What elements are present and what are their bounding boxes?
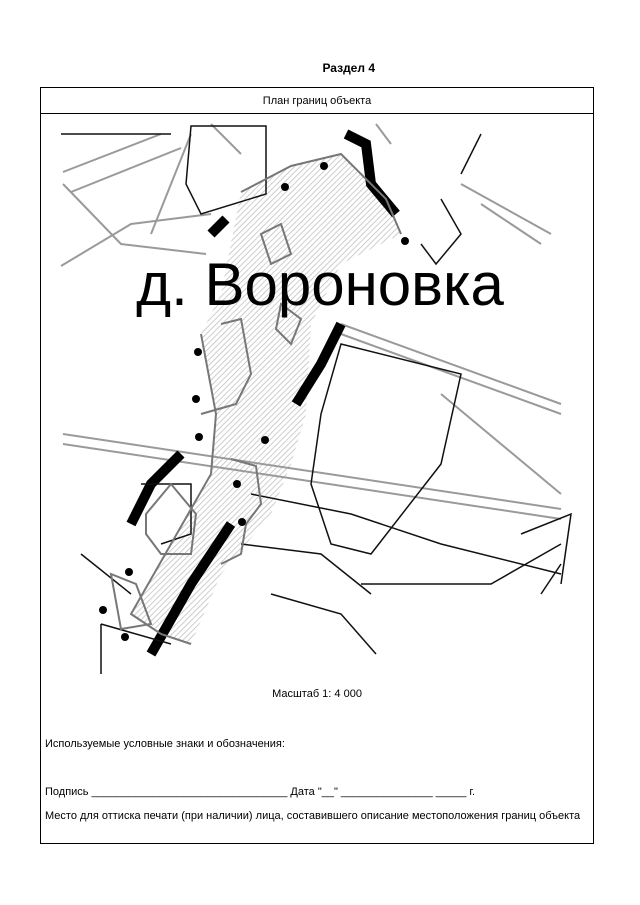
plan-frame [40,87,594,844]
map-scale: Масштаб 1: 4 000 [272,688,362,700]
object-area [131,154,401,644]
legend-caption: Используемые условные знаки и обозначения: [45,738,285,750]
village-label: д. Вороновка [136,251,504,318]
boundary-map [41,114,593,684]
section-title: Раздел 4 [322,61,375,75]
plan-header: План границ объекта [41,88,593,114]
signature-date-line: Подпись ________________________________ Дата "__" _______________ _____ г. [45,786,476,798]
stamp-place-note: Место для оттиска печати (при наличии) лица, составившего описание местоположения границ объекта [45,810,581,822]
